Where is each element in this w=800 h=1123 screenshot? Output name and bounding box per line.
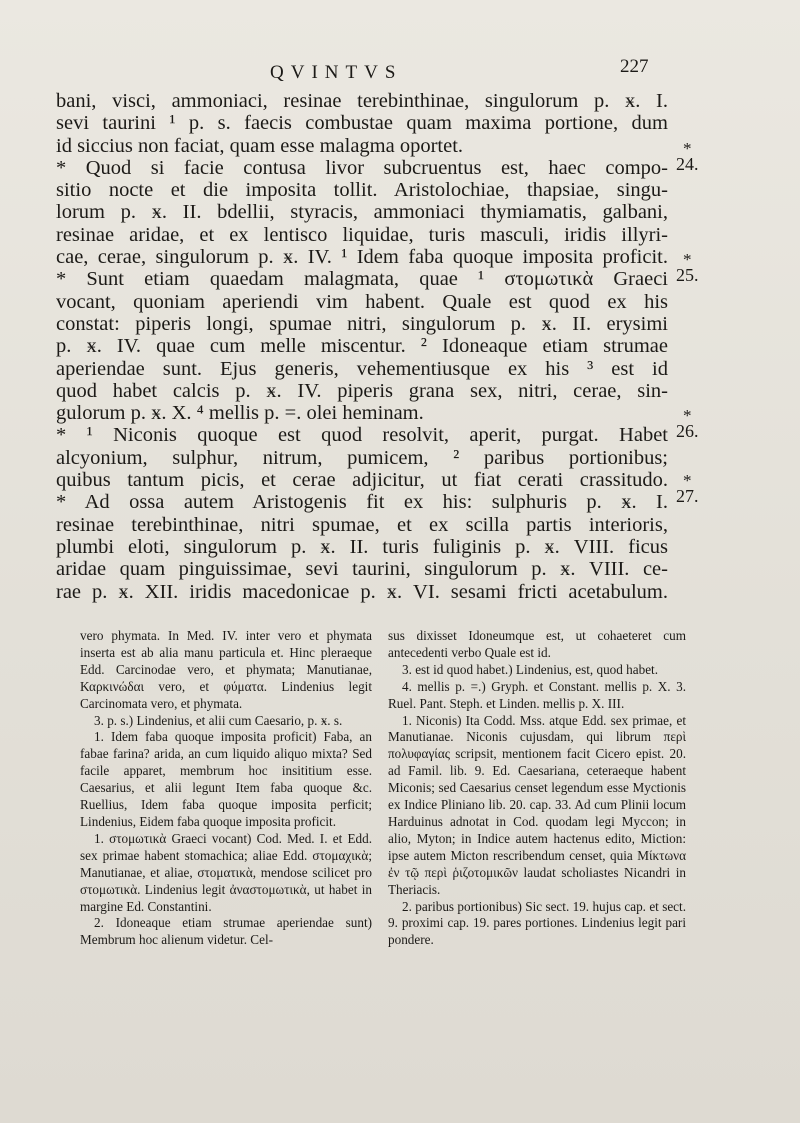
text-line: sevi taurini ¹ p. s. faecis combustae quam maxima portione, dum <box>56 112 668 135</box>
text-line: resinae aridae, et ex lentisco liquidae, turis masculi, iridis illyri- <box>56 223 668 246</box>
footnote: 1. Idem faba quoque imposita proficit) Faba, an fabae farina? arida, an cum liquido aliquo mixta? Sed facile apparet, membrum hoc insititium esse. Caesarius, et alii legunt Item faba quoque &c. Ruellius, Idem faba quoque imposita perficit; Lindenius, Eidem faba quoque imposita proficit. <box>80 729 372 829</box>
footnotes-left-column <box>80 628 372 949</box>
footnotes-right-column <box>388 628 686 949</box>
footnote: 3. est id quod habet.) Lindenius, est, quod habet. <box>402 661 659 677</box>
margin-section-number <box>676 139 699 174</box>
text-line: quibus tantum picis, et cerae adjicitur, ut fiat cerati crassitudo. <box>56 469 668 492</box>
running-head: QVINTVS <box>270 62 403 83</box>
margin-number: 26. <box>676 421 699 441</box>
margin-section-number <box>676 471 699 506</box>
text-line: id siccius non faciat, quam esse malagma oportet. <box>56 134 464 157</box>
footnote: 3. p. s.) Lindenius, et alii cum Caesario, p. ӿ. s. <box>94 712 343 728</box>
footnote: 2. Idoneaque etiam strumae aperiendae sunt) Membrum hoc alienum videtur. Cel- <box>80 915 372 948</box>
footnote: 4. mellis p. =.) Gryph. et Constant. mellis p. X. 3. Ruel. Pant. Steph. et Linden. mellis p. X. III. <box>388 678 686 711</box>
margin-number: 25. <box>676 265 699 285</box>
footnote: 2. paribus portionibus) Sic sect. 19. hujus cap. et sect. 9. proximi cap. 19. pares portiones. Lindenius legit pari pondere. <box>388 898 686 948</box>
text-line: gulorum p. ӿ. X. ⁴ mellis p. =. olei heminam. <box>56 402 424 425</box>
text-line: * Sunt etiam quaedam malagmata, quae ¹ στομωτικὰ Graeci <box>56 268 668 291</box>
margin-section-number <box>676 406 699 441</box>
text-line: p. ӿ. IV. quae cum melle miscentur. ² Idoneaque etiam strumae <box>56 335 668 358</box>
text-line: aperiendae sunt. Ejus generis, vehementiusque ex his ³ est id <box>56 357 668 380</box>
margin-number: 27. <box>676 486 699 506</box>
margin-star: * <box>683 406 692 425</box>
footnote: sus dixisset Idoneumque est, ut cohaeteret cum antecedenti verbo Quale est id. <box>388 628 686 660</box>
margin-star: * <box>683 250 692 269</box>
text-line: resinae terebinthinae, nitri spumae, et ex scilla partis interioris, <box>56 513 668 536</box>
footnote: 1. στομωτικὰ Graeci vocant) Cod. Med. I. et Edd. sex primae habent stomachica; aliae Edd. στομαχικὰ; Manutianae, et aliae, στοματικὰ, mendose scilicet pro στομωτικὰ. Lindenius legit ἀναστομωτικὰ, ut habet in margine Ed. Constantini. <box>80 830 372 914</box>
text-line: bani, visci, ammoniaci, resinae terebinthinae, singulorum p. ӿ. I. <box>56 90 668 112</box>
margin-star: * <box>683 471 692 490</box>
page-number: 227 <box>620 56 649 77</box>
footnote: 1. Niconis) Ita Codd. Mss. atque Edd. sex primae, et Manutianae. Niconis cujusdam, qui librum περὶ πολυφαγίας scripsit, mentionem facit Cicero epist. 20. ad Famil. lib. 9. Ed. Caesariana, ceteraeque habent Miconis; sed Caesarius censet legendum esse Myctionis ex Indice Pliniano lib. 20. cap. 33. Ad cum Plinii locum Harduinus adnotat in Cod. quodam legi Myccon; in alio, Myton; in Indice autem hactenus edito, Miction: ipse autem Micton rescribendum censet, quia Μίκτωνα ἐν τῷ περὶ ῥιζοτομικῶν laudat scholiastes Nicandri in Theriacis. <box>388 712 686 897</box>
text-line: * Ad ossa autem Aristogenis fit ex his: sulphuris p. ӿ. I. <box>56 491 668 514</box>
text-line: plumbi eloti, singulorum p. ӿ. II. turis fuliginis p. ӿ. VIII. ficus <box>56 535 668 558</box>
text-line: * Quod si facie contusa livor subcruentus est, haec compo- <box>56 156 668 179</box>
margin-section-number <box>676 250 699 285</box>
text-line: quod habet calcis p. ӿ. IV. piperis grana sex, nitri, cerae, sin- <box>56 379 668 402</box>
main-text <box>56 90 668 603</box>
text-line: aridae quam pinguissimae, sevi taurini, singulorum p. ӿ. VIII. ce- <box>56 558 668 581</box>
text-line: * ¹ Niconis quoque est quod resolvit, aperit, purgat. Habet <box>56 424 668 447</box>
text-line: alcyonium, sulphur, nitrum, pumicem, ² paribus portionibus; <box>56 446 668 469</box>
text-line: vocant, quoniam aperiendi vim habent. Quale est quod ex his <box>56 290 668 313</box>
text-line: sitio nocte et die imposita tollit. Aristolochiae, thapsiae, singu- <box>56 179 668 202</box>
margin-number: 24. <box>676 154 699 174</box>
text-line: constat: piperis longi, spumae nitri, singulorum p. ӿ. II. erysimi <box>56 312 668 335</box>
margin-star: * <box>683 139 692 158</box>
text-line: lorum p. ӿ. II. bdellii, styracis, ammoniaci thymiamatis, galbani, <box>56 201 668 224</box>
footnote: vero phymata. In Med. IV. inter vero et phymata inserta est ab alia manu particula et. Hinc pleraeque Edd. Carcinodae vero, et phymata; Manutianae, Καρκινώδαι vero, et φύματα. Lindenius legit Carcinomata vero, et phymata. <box>80 628 372 711</box>
text-line: rae p. ӿ. XII. iridis macedonicae p. ӿ. VI. sesami fricti acetabulum. <box>56 580 668 603</box>
text-line: cae, cerae, singulorum p. ӿ. IV. ¹ Idem faba quoque imposita proficit. <box>56 246 668 269</box>
